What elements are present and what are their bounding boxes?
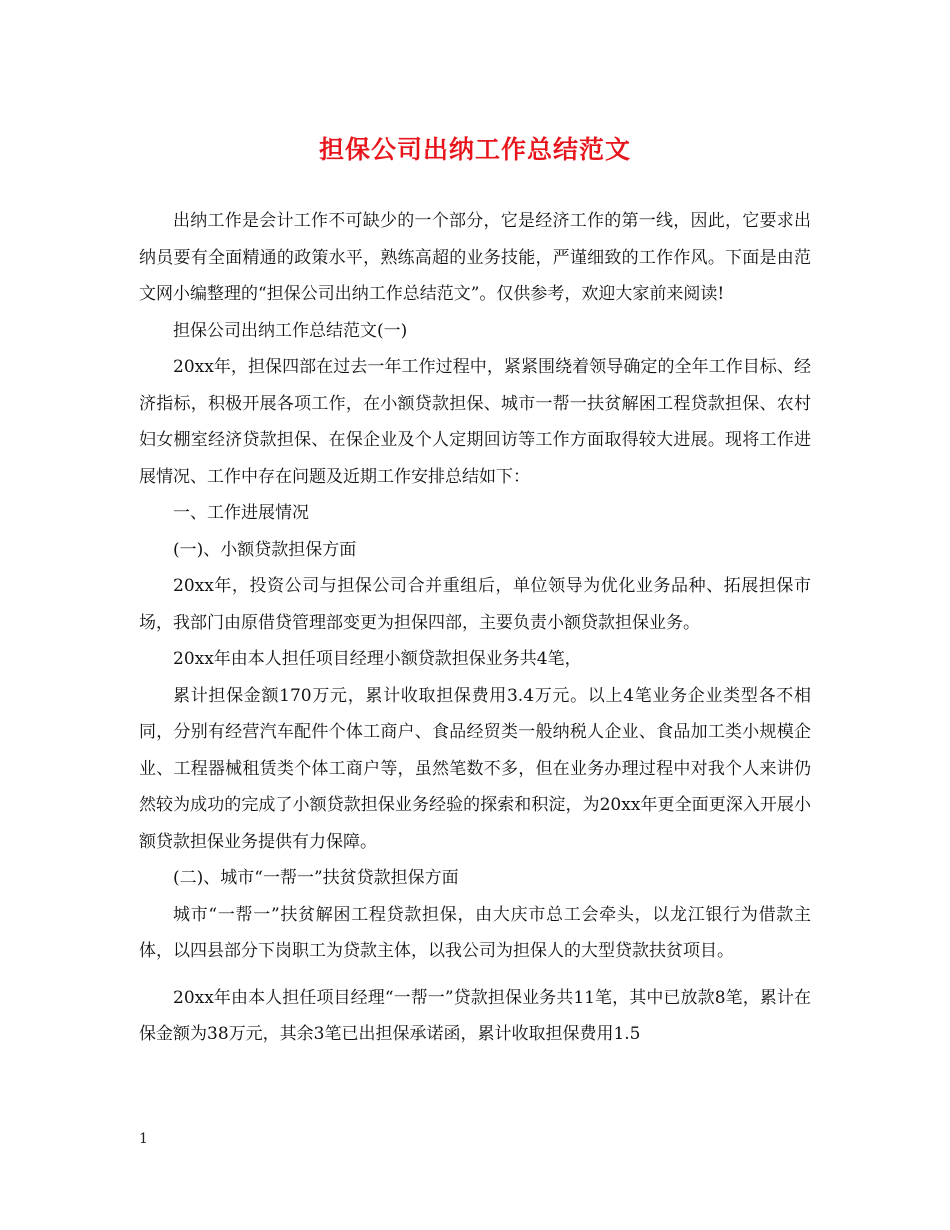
paragraph-one-help-one-intro: 城市“一帮一”扶贫解困工程贷款担保，由大庆市总工会牵头，以龙江银行为借款主体，以四县部分下岗职工为贷款主体，以我公司为担保人的大型贷款扶贫项目。 xyxy=(139,904,811,961)
section-heading-progress: 一、工作进展情况 xyxy=(173,503,309,523)
paragraph-overview: 20xx年，担保四部在过去一年工作过程中，紧紧围绕着领导确定的全年工作目标、经济指标，积极开展各项工作，在小额贷款担保、城市一帮一扶贫解困工程贷款担保、农村妇女棚室经济贷款担保、在保企业及个人定期回访等工作方面取得较大进展。现将工作进展情况、工作中存在问题及近期工作安排总结如下： xyxy=(139,357,811,487)
paragraph-subtitle: 担保公司出纳工作总结范文(一) xyxy=(173,320,408,341)
document-title: 担保公司出纳工作总结范文 xyxy=(318,135,631,164)
paragraph-small-loan-count: 20xx年由本人担任项目经理小额贷款担保业务共4笔， xyxy=(173,649,582,669)
subsection-heading-one-help-one: (二)、城市“一帮一”扶贫贷款担保方面 xyxy=(173,868,459,888)
paragraph-intro: 出纳工作是会计工作不可缺少的一个部分，它是经济工作的第一线，因此，它要求出纳员要有全面精通的政策水平，熟练高超的业务技能，严谨细致的工作作风。下面是由范文网小编整理的“担保公司出纳工作总结范文”。仅供参考，欢迎大家前来阅读! xyxy=(139,211,811,304)
subsection-heading-small-loans: (一)、小额贷款担保方面 xyxy=(173,539,357,560)
paragraph-one-help-one-count: 20xx年由本人担任项目经理“一帮一”贷款担保业务共11笔，其中已放款8笔，累计在保金额为38万元，其余3笔已出担保承诺函，累计收取担保费用1.5 xyxy=(139,987,811,1044)
paragraph-merger: 20xx年，投资公司与担保公司合并重组后，单位领导为优化业务品种、拓展担保市场，我部门由原借贷管理部变更为担保四部，主要负责小额贷款担保业务。 xyxy=(139,576,811,633)
document-body xyxy=(139,203,811,1053)
paragraph-small-loan-details: 累计担保金额170万元，累计收取担保费用3.4万元。以上4笔业务企业类型各不相同，分别有经营汽车配件个体工商户、食品经贸类一般纳税人企业、食品加工类小规模企业、工程器械租赁类个体工商户等，虽然笔数不多，但在业务办理过程中对我个人来讲仍然较为成功的完成了小额贷款担保业务经验的探索和积淀，为20xx年更全面更深入开展小额贷款担保业务提供有力保障。 xyxy=(139,685,811,852)
page-number: 1 xyxy=(139,1131,148,1147)
